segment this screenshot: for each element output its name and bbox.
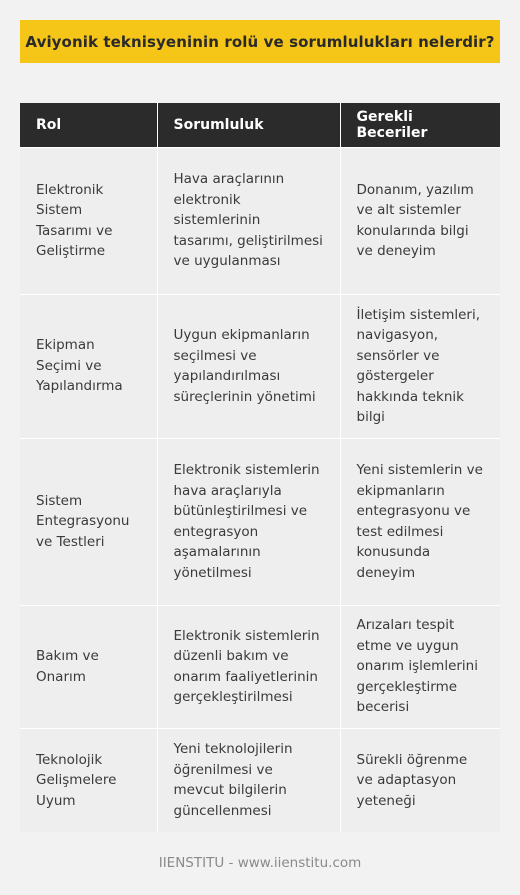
header-responsibility: Sorumluluk (157, 103, 340, 147)
header-skills: Gerekli Beceriler (340, 103, 500, 147)
cell-responsibility: Elektronik sistemlerin düzenli bakım ve onarım faaliyetlerinin gerçekleştirilmesi (157, 605, 340, 728)
table-header-row (20, 103, 500, 147)
cell-skills: Yeni sistemlerin ve ekipmanların entegrasyonu ve test edilmesi konusunda deneyim (340, 438, 500, 605)
roles-table (20, 103, 500, 832)
cell-role: Sistem Entegrasyonu ve Testleri (20, 438, 157, 605)
page-title: Aviyonik teknisyeninin rolü ve sorumlulukları nelerdir? (25, 32, 495, 51)
cell-responsibility: Hava araçlarının elektronik sistemlerinin tasarımı, geliştirilmesi ve uygulanması (157, 147, 340, 294)
title-banner (20, 20, 500, 63)
cell-role: Elektronik Sistem Tasarımı ve Geliştirme (20, 147, 157, 294)
table-row (20, 294, 500, 438)
footer-credit: IIENSTITU - www.iienstitu.com (158, 855, 362, 871)
cell-skills: Sürekli öğrenme ve adaptasyon yeteneği (340, 728, 500, 832)
cell-responsibility: Uygun ekipmanların seçilmesi ve yapılandırılması süreçlerinin yönetimi (157, 294, 340, 438)
cell-role: Teknolojik Gelişmelere Uyum (20, 728, 157, 832)
cell-role: Ekipman Seçimi ve Yapılandırma (20, 294, 157, 438)
table-row (20, 147, 500, 294)
cell-skills: Arızaları tespit etme ve uygun onarım işlemlerini gerçekleştirme becerisi (340, 605, 500, 728)
cell-responsibility: Yeni teknolojilerin öğrenilmesi ve mevcut bilgilerin güncellenmesi (157, 728, 340, 832)
cell-responsibility: Elektronik sistemlerin hava araçlarıyla bütünleştirilmesi ve entegrasyon aşamalarının yönetilmesi (157, 438, 340, 605)
cell-role: Bakım ve Onarım (20, 605, 157, 728)
table-row (20, 605, 500, 728)
header-role: Rol (20, 103, 157, 147)
cell-skills: İletişim sistemleri, navigasyon, sensörler ve göstergeler hakkında teknik bilgi (340, 294, 500, 438)
table-row (20, 728, 500, 832)
cell-skills: Donanım, yazılım ve alt sistemler konularında bilgi ve deneyim (340, 147, 500, 294)
table-row (20, 438, 500, 605)
